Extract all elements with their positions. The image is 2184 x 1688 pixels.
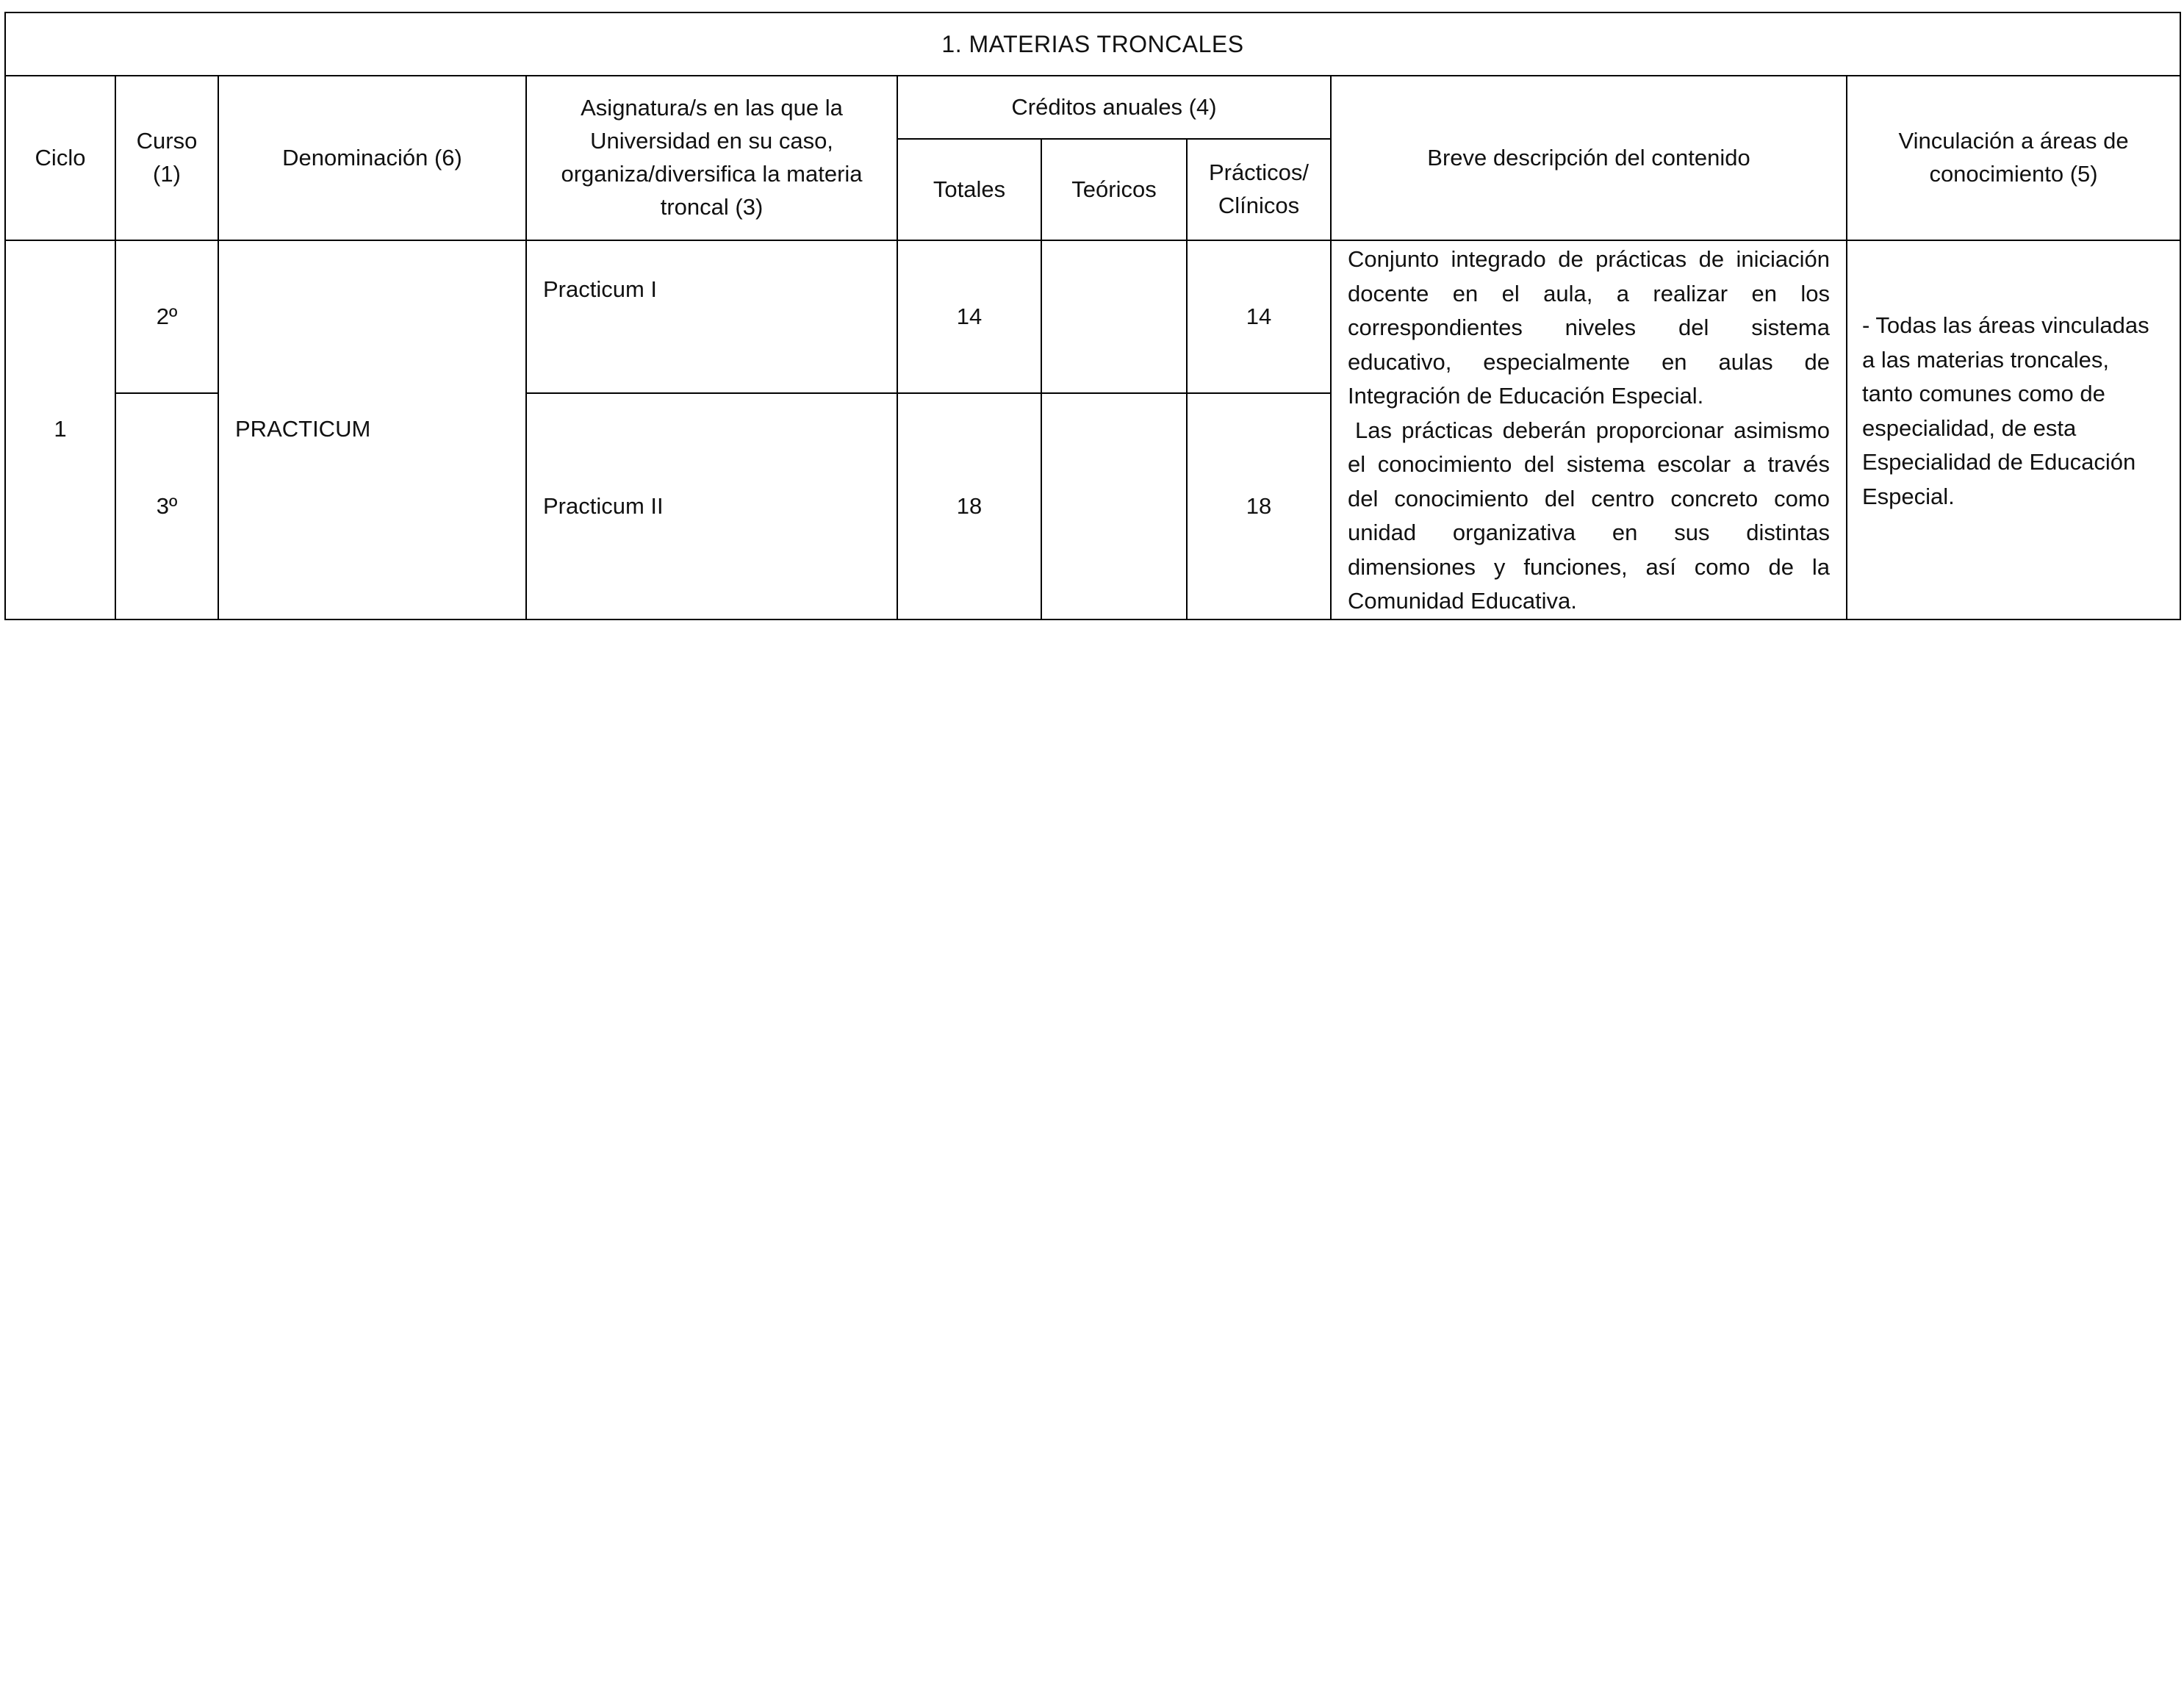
header-totales: Totales	[897, 139, 1041, 240]
vinculacion-cell: - Todas las áreas vinculadas a las materias troncales, tanto comunes como de especialidad, de esta Especialidad de Educación Especial.	[1847, 240, 2180, 619]
table-row	[5, 240, 2180, 393]
header-teoricos: Teóricos	[1041, 139, 1187, 240]
curso-cell: 3º	[115, 393, 218, 619]
header-asignatura: Asignatura/s en las que la Universidad en su caso, organiza/diversifica la materia troncal (3)	[526, 76, 897, 240]
practicos-cell: 14	[1187, 240, 1331, 393]
asignatura-cell: Practicum I	[526, 240, 897, 393]
teoricos-cell	[1041, 240, 1187, 393]
header-descripcion: Breve descripción del contenido	[1331, 76, 1847, 240]
denominacion-cell: PRACTICUM	[218, 240, 526, 619]
totales-cell: 14	[897, 240, 1041, 393]
header-denominacion: Denominación (6)	[218, 76, 526, 240]
curso-cell: 2º	[115, 240, 218, 393]
header-practicos: Prácticos/ Clínicos	[1187, 139, 1331, 240]
teoricos-cell	[1041, 393, 1187, 619]
asignatura-cell: Practicum II	[526, 393, 897, 619]
totales-cell: 18	[897, 393, 1041, 619]
descripcion-paragraph: Las prácticas deberán proporcionar asimismo el conocimiento del sistema escolar a través del conocimiento del centro concreto como unidad organizativa en sus distintas dimensiones y funciones, así como de la Comunidad Educativa.	[1348, 417, 1830, 614]
header-creditos: Créditos anuales (4)	[897, 76, 1331, 139]
table-title: 1. MATERIAS TRONCALES	[5, 12, 2180, 76]
practicos-cell: 18	[1187, 393, 1331, 619]
header-curso: Curso (1)	[115, 76, 218, 240]
header-ciclo: Ciclo	[5, 76, 115, 240]
materias-troncales-table	[4, 12, 2181, 620]
ciclo-cell: 1	[5, 240, 115, 619]
descripcion-cell	[1331, 240, 1847, 619]
header-vinculacion: Vinculación a áreas de conocimiento (5)	[1847, 76, 2180, 240]
descripcion-paragraph: Conjunto integrado de prácticas de iniciación docente en el aula, a realizar en los correspondientes niveles del sistema educativo, especialmente en aulas de Integración de Educación Especial.	[1348, 246, 1830, 409]
